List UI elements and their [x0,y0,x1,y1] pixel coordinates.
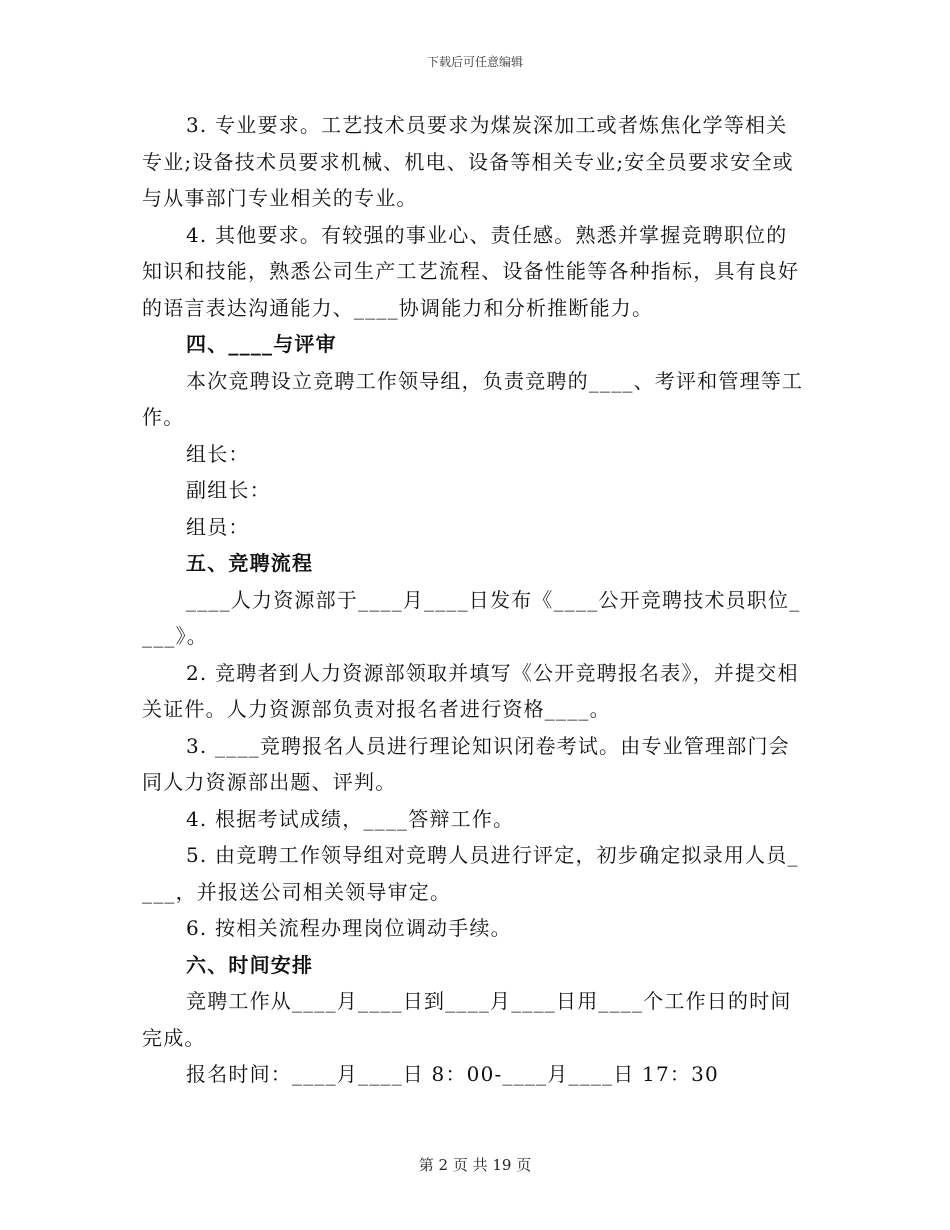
section-heading-4: 四、____与评审 [186,332,337,356]
group-member-line: 组员： [186,514,250,539]
deputy-leader-line: 副组长： [186,478,271,502]
paragraph-schedule: 竞聘工作从____月____日到____月____日用____个工作日的时间完成。 [142,989,792,1050]
page-number-footer: 第 2 页 共 19 页 [418,1156,532,1174]
paragraph-other-requirements: 4. 其他要求。有较强的事业心、责任感。熟悉并掌握竞聘职位的知识和技能，熟悉公司生产工艺流程、设备性能等各种指标，具有良好的语言表达沟通能力、____协调能力和分析推断能力。 [142,222,800,320]
group-leader-line: 组长： [186,441,250,466]
section-heading-5: 五、竞聘流程 [186,551,314,575]
paragraph-process-step-3: 3. ____竞聘报名人员进行理论知识闭卷考试。由专业管理部门会同人力资源部出题、评判。 [142,733,790,794]
paragraph-process-step-6: 6. 按相关流程办理岗位调动手续。 [186,916,512,940]
document-body [142,107,808,1093]
paragraph-process-step-5: 5. 由竞聘工作领导组对竞聘人员进行评定，初步确定拟录用人员____，并报送公司相关领导审定。 [142,843,799,904]
paragraph-professional-requirements: 3. 专业要求。工艺技术员要求为煤炭深加工或者炼焦化学等相关专业;设备技术员要求机械、机电、设备等相关专业;安全员要求安全或与从事部门专业相关的专业。 [142,113,794,210]
paragraph-process-step-2: 2. 竞聘者到人力资源部领取并填写《公开竞聘报名表》，并提交相关证件。人力资源部负责对报名者进行资格____。 [142,660,799,721]
paragraph-process-step-1: ____人力资源部于____月____日发布《____公开竞聘技术员职位____》。 [142,587,801,648]
paragraph-process-step-4: 4. 根据考试成绩，____答辩工作。 [186,806,515,831]
paragraph-leadership-group: 本次竞聘设立竞聘工作领导组，负责竞聘的____、考评和管理等工作。 [142,368,804,429]
paragraph-registration-time: 报名时间：____月____日 8：00-____月____日 17：30 [186,1062,719,1086]
section-heading-6: 六、时间安排 [186,952,314,977]
page-header-note: 下载后可任意编辑 [426,55,523,69]
